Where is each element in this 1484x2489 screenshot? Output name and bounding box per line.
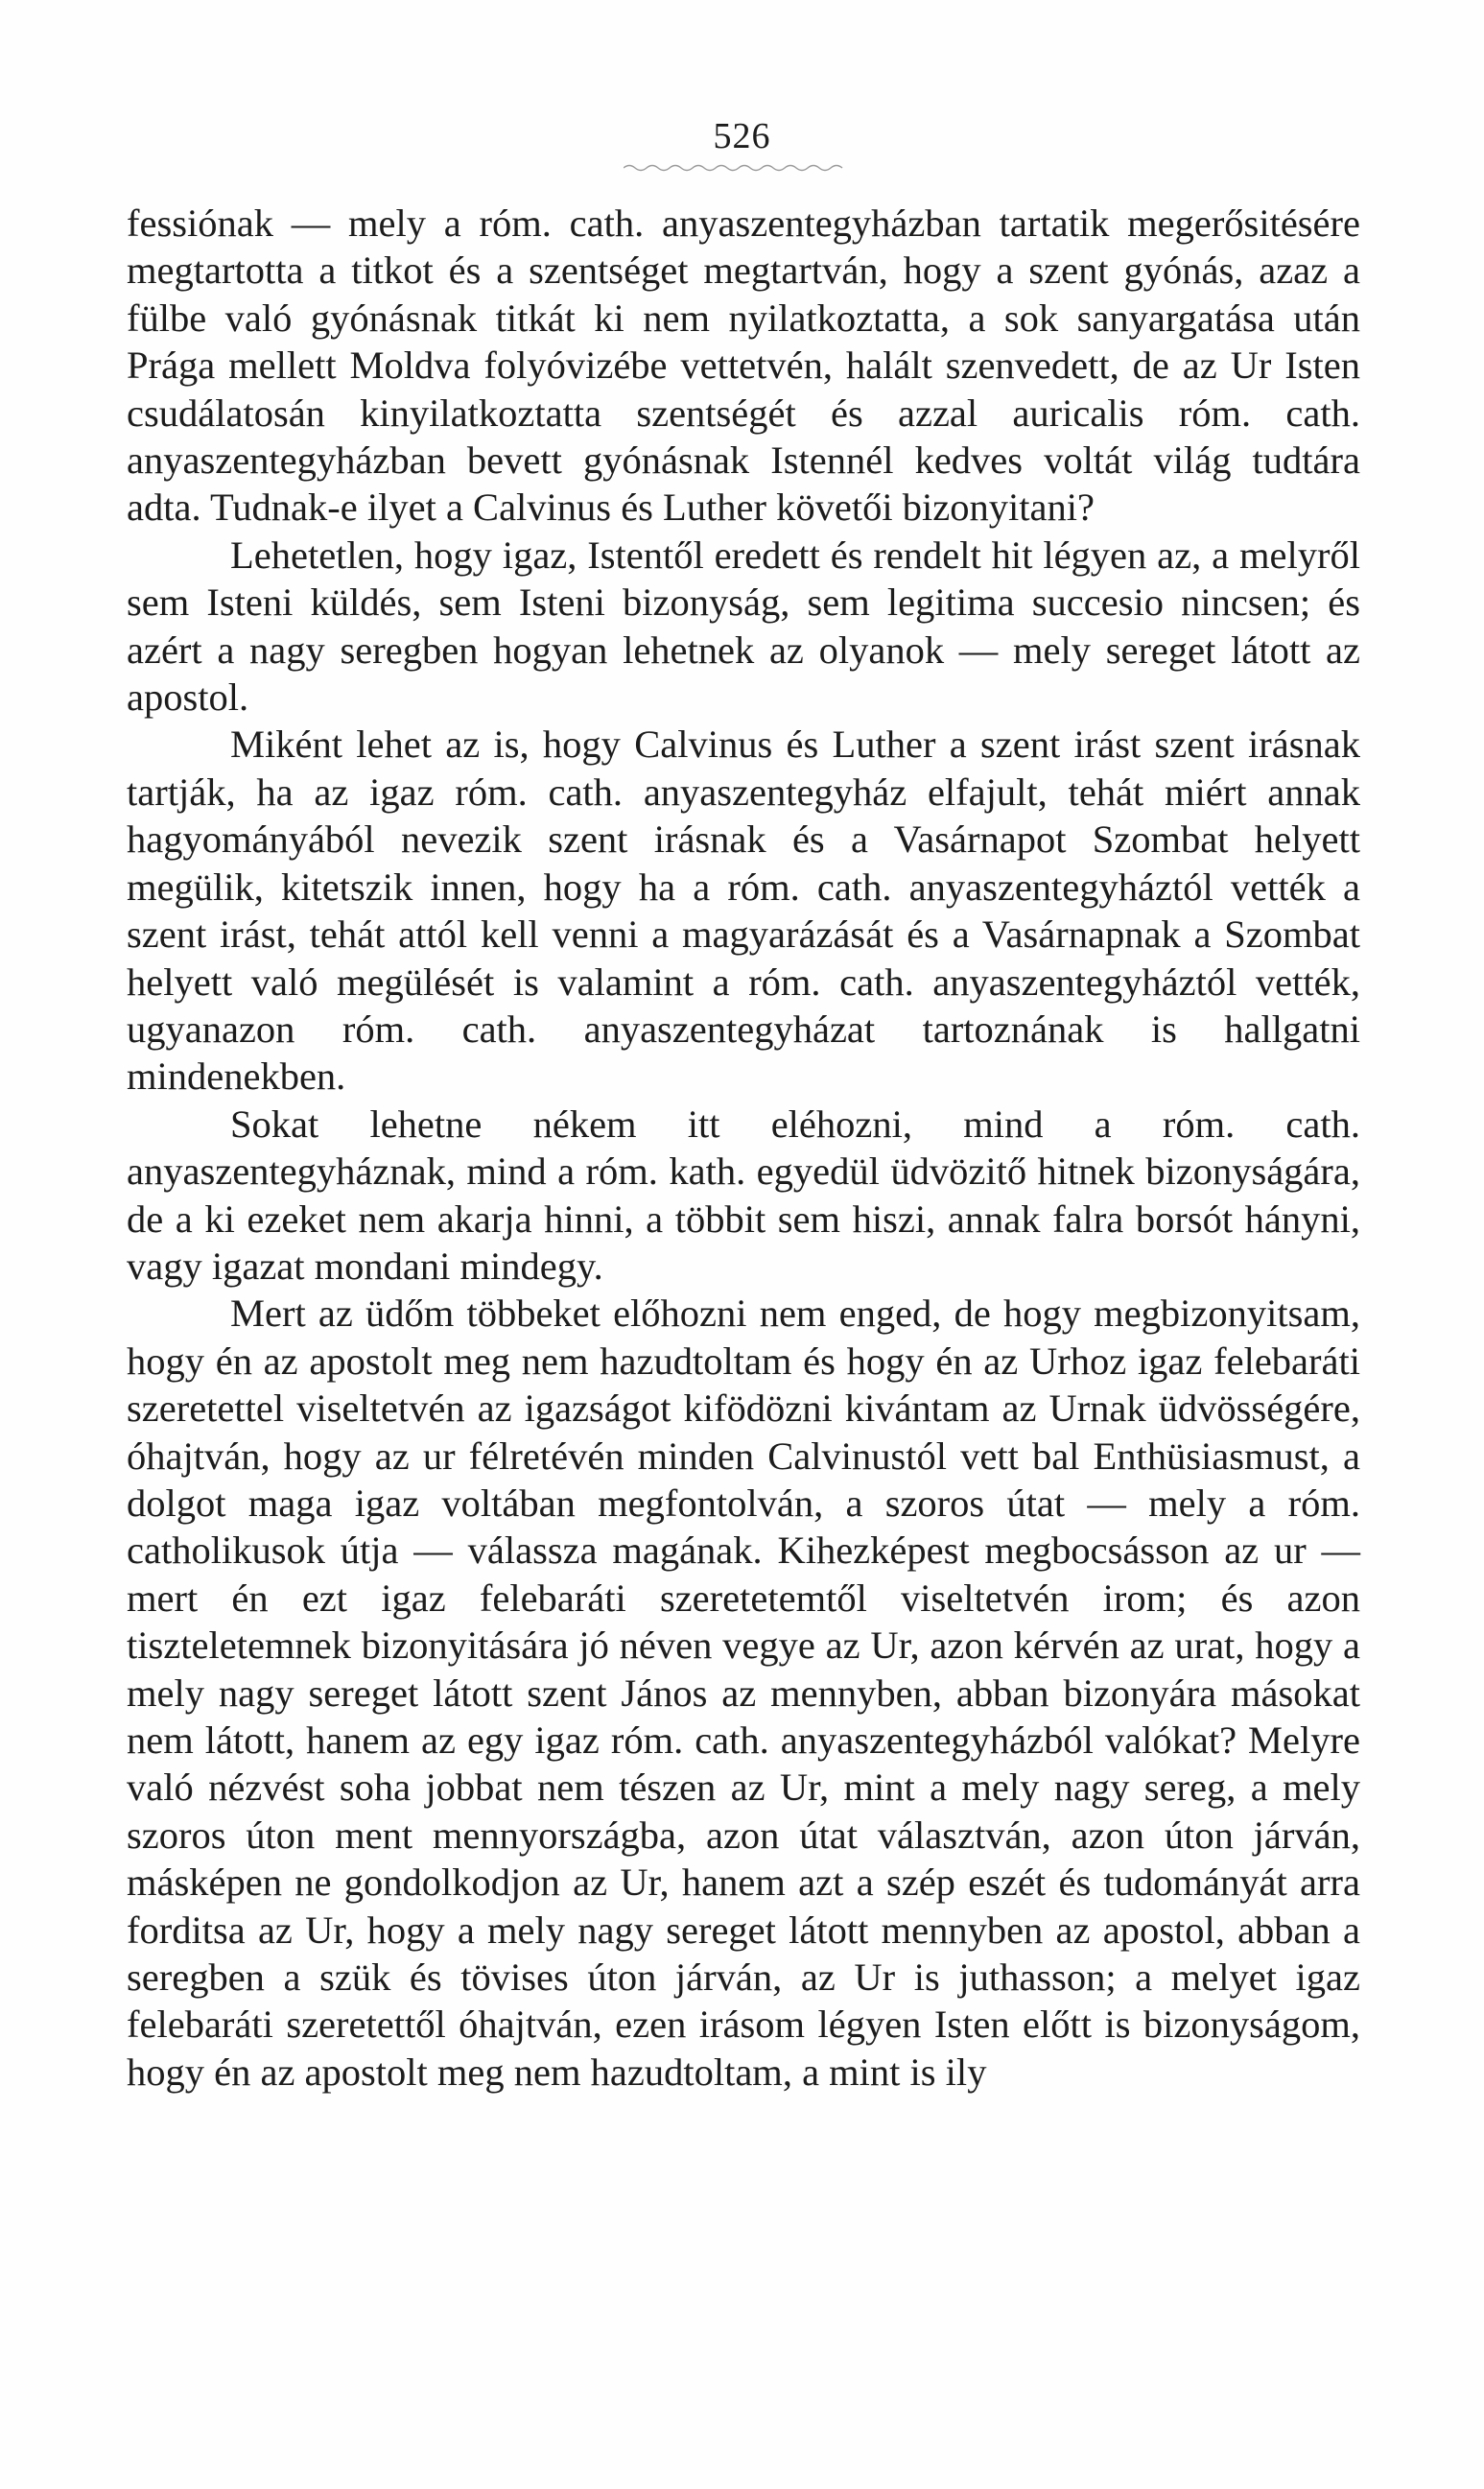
paragraph-4: Sokat lehetne nékem itt eléhozni, mind a róm. cath. anyaszentegyháznak, mind a róm. kath. egyedül üdvözitő hitnek bizonyságára, de a ki ezeket nem akarja hinni, a többit sem hiszi, annak falra borsót hányni, vagy igazat mondani mindegy. [127,1102,1360,1288]
paragraph-3: Miként lehet az is, hogy Calvinus és Luther a szent irást szent irásnak tartják, ha az igaz róm. cath. anyaszentegyház elfajult, tehát miért annak hagyományából nevezik szent irásnak és a Vasárnapot Szombat helyett megülik, kitetszik innen, hogy ha a róm. cath. anyaszentegyháztól vették a szent irást, tehát attól kell venni a magyarázását és a Vasárnapnak a Szombat helyett való megülését is valamint a róm. cath. anyaszentegyháztól vették, ugyanazon róm. cath. anyaszentegyházat tartoznának is hallgatni mindenekben. [127,723,1360,1099]
paragraph-5: Mert az üdőm többeket előhozni nem enged, de hogy megbizonyitsam, hogy én az apostolt meg nem hazudtoltam és hogy én az Urhoz igaz felebaráti szeretettel viseltetvén az igazságot kifödözni kivántam az Urnak üdvösségére, óhajtván, hogy az ur félretévén minden Calvinustól vett bal Enthüsiasmust, a dolgot maga igaz voltában megfontolván, a szoros útat — mely a róm. catholikusok útja — válassza magának. Kihezképest megbocsásson az ur — mert én ezt igaz felebaráti szeretetemtől viseltetvén irom; és azon tiszteletemnek bizonyitására jó néven vegye az Ur, azon kérvén az urat, hogy a mely nagy sereget látott szent János az mennyben, abban bizonyára másokat nem látott, hanem az egy igaz róm. cath. anyaszentegyházból valókat? Melyre való nézvést soha jobbat nem tészen az Ur, mint a mely nagy sereg, a mely szoros úton ment mennyországba, azon útat választván, azon úton járván, másképen ne gondolkodjon az Ur, hanem azt a szép eszét és tudományát arra forditsa az Ur, hogy a mely nagy sereget látott mennyben az apostol, abban a seregben a szük és tövises úton járván, az Ur is juthasson; a melyet igaz felebaráti szeretettől óhajtván, ezen irásom légyen Isten előtt is bizonyságom, hogy én az apostolt meg nem hazudtoltam, a mint is ily [127,1292,1360,2094]
paragraph-1: fessiónak — mely a róm. cath. anyaszentegyházban tartatik megerősitésére megtartotta a titkot és a szentséget megtartván, hogy a szent gyónás, azaz a fülbe való gyónásnak titkát ki nem nyilatkoztatta, a sok sanyargatása után Prága mellett Moldva folyóvizébe vettetvén, halált szenvedett, de az Ur Isten csudálatosán kinyilatkoztatta szentségét és azzal auricalis róm. cath. anyaszentegyházban bevett gyónásnak Istennél kedves voltát világ tudtára adta. Tudnak-e ilyet a Calvinus és Luther követői bizonyitani? [127,201,1360,530]
wavy-rule-ornament-icon [624,161,844,175]
paragraph-2: Lehetetlen, hogy igaz, Istentől eredett és rendelt hit légyen az, a melyről sem Isteni küldés, sem Isteni bizonyság, sem legitima succesio nincsen; és azért a nagy seregben hogyan lehetnek az olyanok — mely sereget látott az apostol. [127,533,1360,720]
page-number: 526 [713,116,771,156]
body-text [127,200,1360,2096]
